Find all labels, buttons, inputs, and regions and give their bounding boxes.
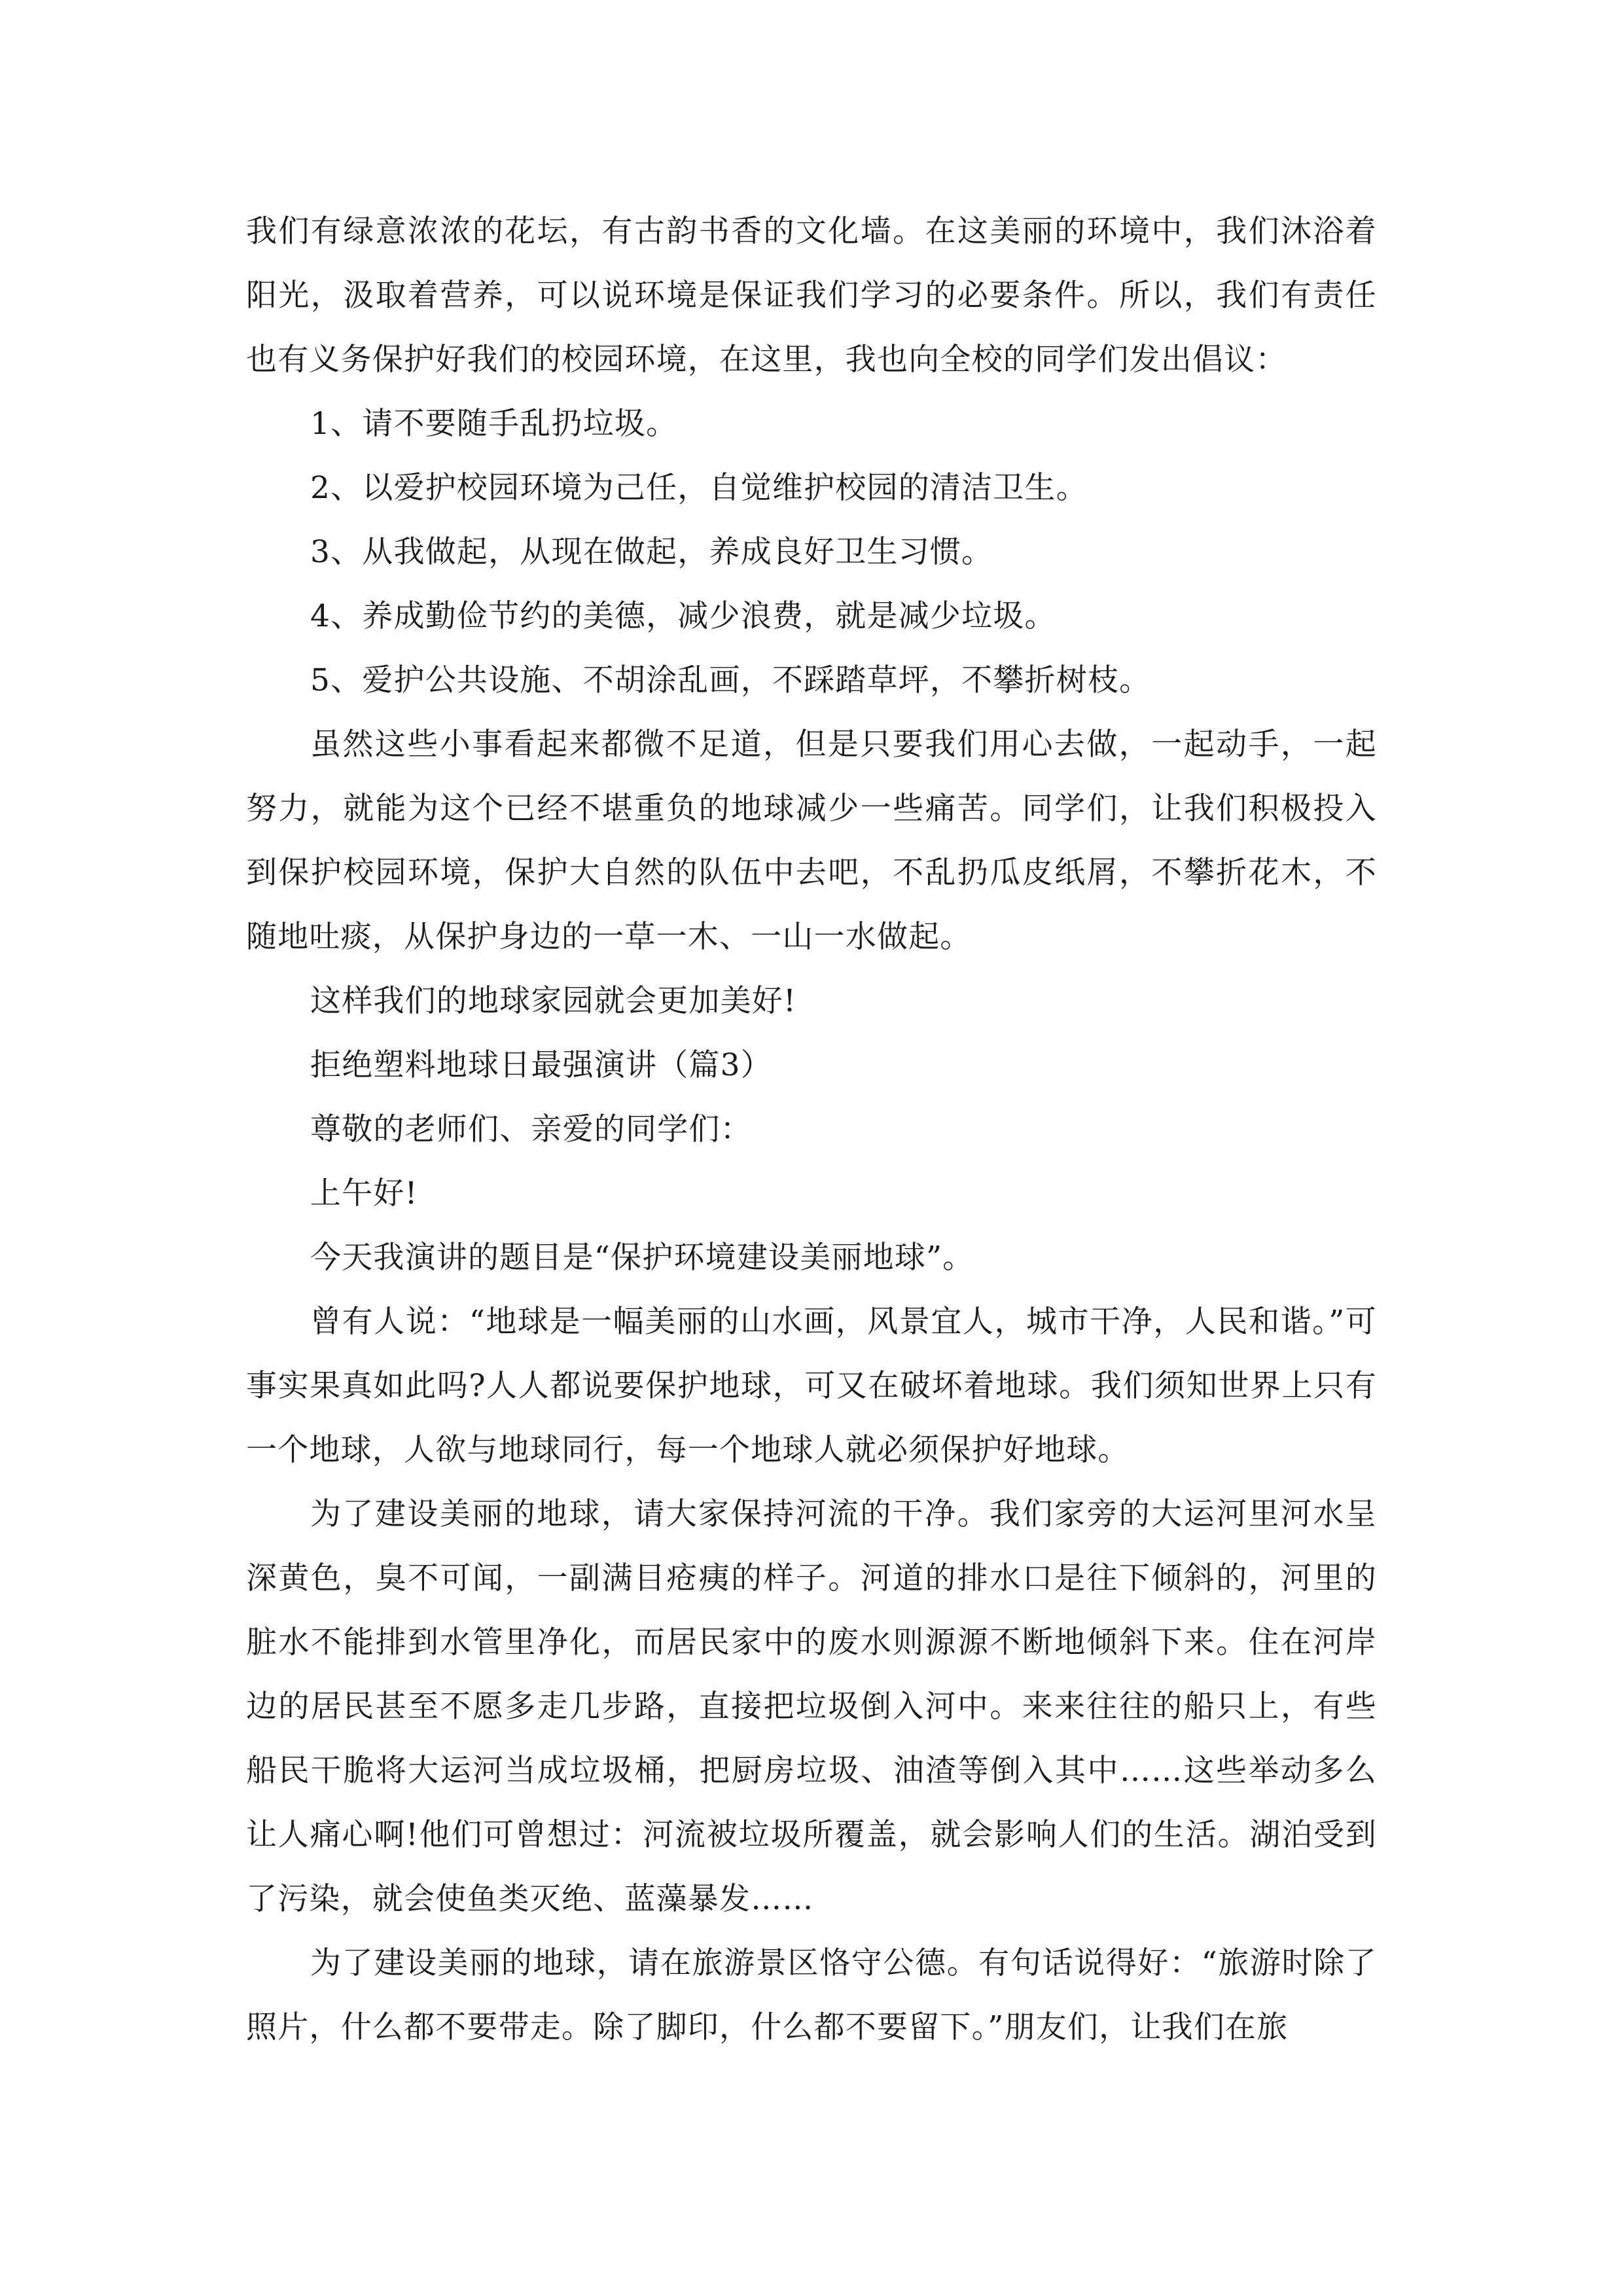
paragraph-rivers: 为了建设美丽的地球，请大家保持河流的干净。我们家旁的大运河里河水呈深黄色，臭不可闻，一副满目疮痍的样子。河道的排水口是往下倾斜的，河里的脏水不能排到水管里净化，而居民家中的废水则源源不断地倾斜下来。住在河岸边的居民甚至不愿多走几步路，直接把垃圾倒入河中。来来往往的船只上，有些船民干脆将大运河当成垃圾桶，把厨房垃圾、油渣等倒入其中……这些举动多么让人痛心啊!他们可曾想过：河流被垃圾所覆盖，就会影响人们的生活。湖泊受到了污染，就会使鱼类灭绝、蓝藻暴发……	[246, 1496, 1377, 1917]
paragraph-tourism: 为了建设美丽的地球，请在旅游景区恪守公德。有句话说得好：“旅游时除了照片，什么都不要带走。除了脚印，什么都不要留下。”朋友们，让我们在旅	[246, 1945, 1377, 2045]
proposal-item-2: 2、以爱护校园环境为己任，自觉维护校园的清洁卫生。	[310, 470, 1088, 506]
document-body	[246, 200, 1377, 2060]
greeting: 上午好!	[310, 1175, 418, 1211]
proposal-item-1: 1、请不要随手乱扔垃圾。	[310, 406, 678, 442]
proposal-item-4: 4、养成勤俭节约的美德，减少浪费，就是减少垃圾。	[310, 598, 1056, 634]
salutation: 尊敬的老师们、亲爱的同学们：	[310, 1111, 752, 1147]
section-heading: 拒绝塑料地球日最强演讲（篇3）	[310, 1047, 772, 1083]
speech-topic: 今天我演讲的题目是“保护环境建设美丽地球”。	[310, 1240, 974, 1276]
proposal-item-3: 3、从我做起，从现在做起，养成良好卫生习惯。	[310, 534, 993, 570]
proposal-item-5: 5、爱护公共设施、不胡涂乱画，不踩踏草坪，不攀折树枝。	[310, 662, 1151, 698]
paragraph-call-to-action: 虽然这些小事看起来都微不足道，但是只要我们用心去做，一起动手，一起努力，就能为这个已经不堪重负的地球减少一些痛苦。同学们，让我们积极投入到保护校园环境，保护大自然的队伍中去吧，不乱扔瓜皮纸屑，不攀折花木，不随地吐痰，从保护身边的一草一木、一山一水做起。	[246, 726, 1377, 955]
paragraph-closing: 这样我们的地球家园就会更加美好!	[310, 983, 797, 1019]
paragraph-quote: 曾有人说：“地球是一幅美丽的山水画，风景宜人，城市干净，人民和谐。”可事实果真如此吗?人人都说要保护地球，可又在破坏着地球。我们须知世界上只有一个地球，人欲与地球同行，每一个地球人就必须保护好地球。	[246, 1304, 1377, 1468]
paragraph-intro: 我们有绿意浓浓的花坛，有古韵书香的文化墙。在这美丽的环境中，我们沐浴着阳光，汲取着营养，可以说环境是保证我们学习的必要条件。所以，我们有责任也有义务保护好我们的校园环境，在这里，我也向全校的同学们发出倡议：	[246, 213, 1377, 378]
